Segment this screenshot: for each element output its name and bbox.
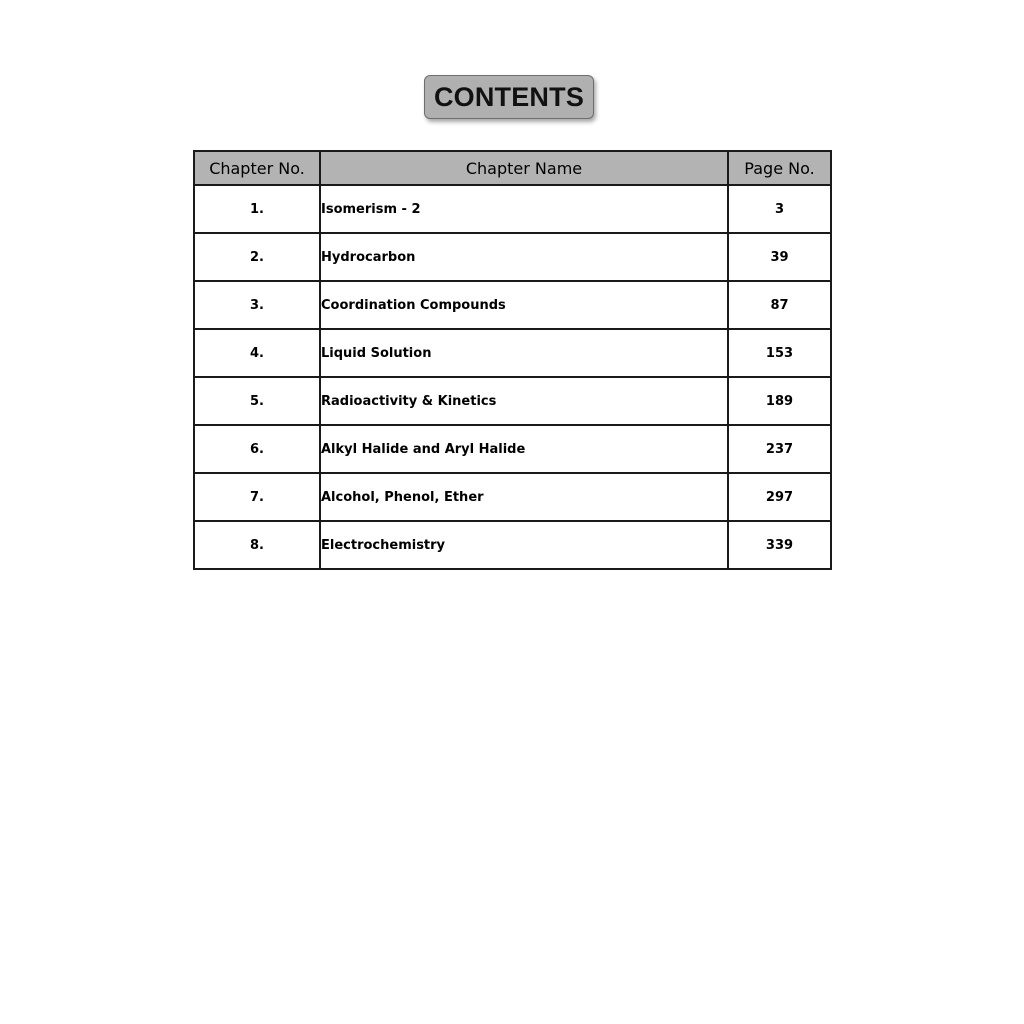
chapter-number: 1. [194,185,320,233]
chapter-number: 6. [194,425,320,473]
chapter-number: 8. [194,521,320,569]
table-row [194,329,831,377]
table-header-row [194,151,831,185]
page-number: 339 [728,521,831,569]
chapter-name: Electrochemistry [320,521,728,569]
page-number: 189 [728,377,831,425]
contents-table [193,150,832,570]
table-row [194,425,831,473]
table-row [194,233,831,281]
chapter-number: 7. [194,473,320,521]
chapter-name: Hydrocarbon [320,233,728,281]
page-number: 297 [728,473,831,521]
chapter-name: Coordination Compounds [320,281,728,329]
chapter-number: 5. [194,377,320,425]
table-row [194,377,831,425]
chapter-name: Alkyl Halide and Aryl Halide [320,425,728,473]
chapter-name: Radioactivity & Kinetics [320,377,728,425]
table-row [194,185,831,233]
table-row [194,281,831,329]
table-row [194,473,831,521]
page-title: CONTENTS [433,81,585,112]
chapter-number: 4. [194,329,320,377]
contents-title-badge [424,75,594,119]
page-number: 87 [728,281,831,329]
chapter-number: 2. [194,233,320,281]
chapter-number: 3. [194,281,320,329]
column-header-chapter-no: Chapter No. [194,151,320,185]
column-header-page-no: Page No. [728,151,831,185]
page-number: 3 [728,185,831,233]
page-number: 237 [728,425,831,473]
table-row [194,521,831,569]
chapter-name: Alcohol, Phenol, Ether [320,473,728,521]
column-header-chapter-name: Chapter Name [320,151,728,185]
page-number: 39 [728,233,831,281]
chapter-name: Liquid Solution [320,329,728,377]
page-number: 153 [728,329,831,377]
chapter-name: Isomerism - 2 [320,185,728,233]
